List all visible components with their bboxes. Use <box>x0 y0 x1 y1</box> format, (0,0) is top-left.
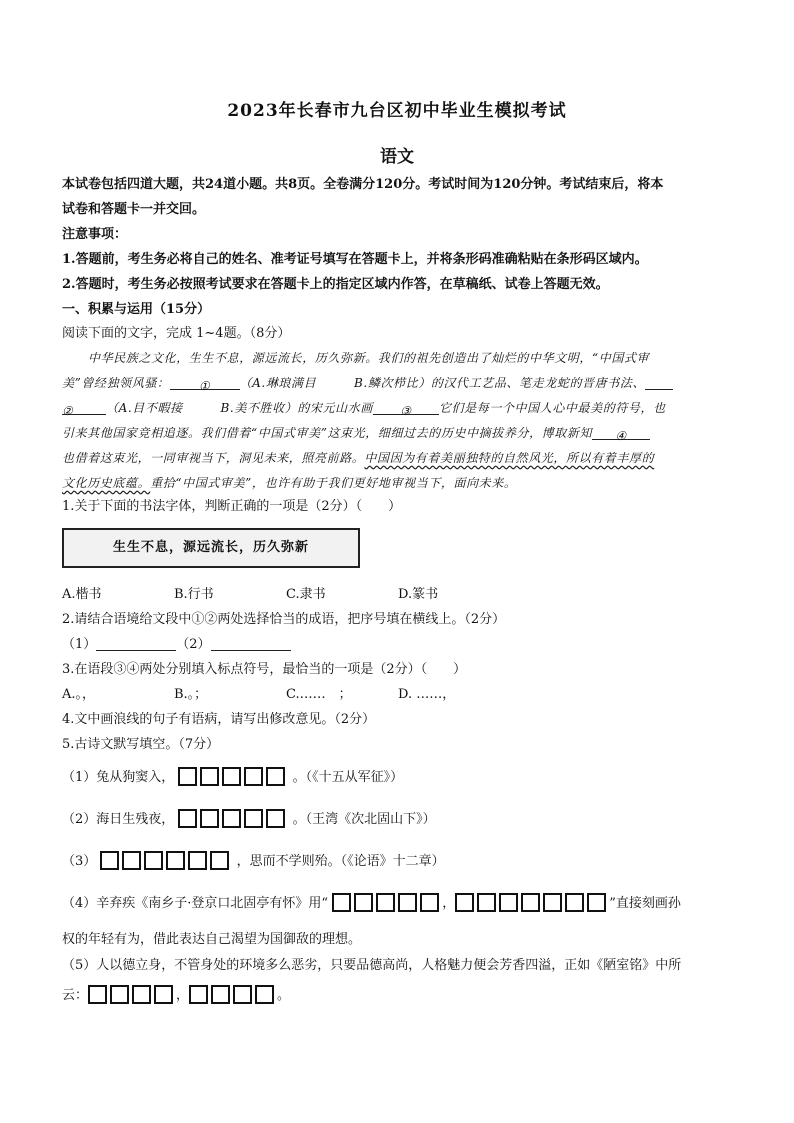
intro-line-2: 试卷和答题卡一并交回。 <box>62 202 206 217</box>
answer-box <box>211 985 230 1004</box>
question-3-stem: 3.在语段③④两处分别填入标点符号，最恰当的一项是（2分）（ ） <box>62 662 467 677</box>
passage-line-4 <box>62 421 742 446</box>
passage-text: 美”曾经独领风骚： <box>62 376 170 390</box>
answer-box <box>222 767 241 786</box>
answer-box <box>144 851 163 870</box>
blank-marker-4: ④ <box>615 429 627 443</box>
notes-label: 注意事项： <box>62 227 128 242</box>
q5-item-4-comma: ， <box>442 896 456 911</box>
question-4-stem: 4.文中画浪线的句子有语病，请写出修改意见。（2分） <box>62 712 376 727</box>
passage-line-2 <box>62 371 742 396</box>
answer-box <box>565 893 584 912</box>
q5-item-5-prefix: 云： <box>62 988 89 1003</box>
blank-label-1: （1） <box>62 637 97 652</box>
answer-box <box>100 851 119 870</box>
answer-box <box>255 985 274 1004</box>
option-b: B.行书 <box>174 587 214 602</box>
question-1-stem: 1.关于下面的书法字体，判断正确的一项是（2分）（ ） <box>62 499 402 514</box>
option-c: C.隶书 <box>286 587 326 602</box>
answer-box <box>178 809 197 828</box>
exam-title: 2023年长春市九台区初中毕业生模拟考试 <box>227 101 567 121</box>
question-2-blanks <box>62 632 742 657</box>
question-3-options <box>62 682 742 707</box>
answer-box <box>376 893 395 912</box>
answer-box <box>233 985 252 1004</box>
q5-item-5-suffix: 。 <box>277 988 291 1003</box>
q5-item-3-prefix: （3） <box>62 854 97 869</box>
answer-box <box>587 893 606 912</box>
answer-box <box>420 893 439 912</box>
answer-box <box>332 893 351 912</box>
option-c: C.…… ； <box>286 687 352 702</box>
blank-2-start <box>645 374 673 390</box>
answer-box <box>200 809 219 828</box>
wavy-sentence-part-2: 文化历史底蕴。 <box>62 476 151 490</box>
passage-line-1: 中华民族之文化，生生不息，源远流长，历久弥新。我们的祖先创造出了灿烂的中华文明，“中国式审 <box>88 351 650 365</box>
blank-2 <box>62 399 106 418</box>
answer-blank-1 <box>96 635 176 651</box>
answer-blank-2 <box>211 635 291 651</box>
q5-item-1-suffix: 。（《十五从军征》） <box>292 770 404 785</box>
answer-box <box>398 893 417 912</box>
answer-box <box>222 809 241 828</box>
answer-box <box>200 767 219 786</box>
question-1-options <box>62 582 742 607</box>
answer-box <box>110 985 129 1004</box>
passage-line-5 <box>62 446 742 471</box>
q5-item-3-suffix: ，思而不学则殆。（《论语》十二章） <box>236 854 445 869</box>
answer-box <box>543 893 562 912</box>
blank-4 <box>592 424 650 443</box>
q5-item-4-suffix: ”直接刻画孙 <box>609 896 681 911</box>
option-d: D.篆书 <box>398 587 439 602</box>
blank-marker-3: ③ <box>400 404 412 418</box>
answer-boxes-5 <box>178 809 288 828</box>
answer-box <box>166 851 185 870</box>
passage-text: （A.琳琅满目 B.鳞次栉比）的汉代工艺品、笔走龙蛇的晋唐书法、 <box>239 376 646 390</box>
answer-box <box>266 809 285 828</box>
answer-boxes-4 <box>189 985 277 1004</box>
passage-text: 它们是每一个中国人心中最美的符号，也 <box>438 401 666 415</box>
question-5-stem: 5.古诗文默写填空。（7分） <box>62 737 220 752</box>
answer-boxes-5 <box>178 767 288 786</box>
q5-item-4-prefix: （4）辛弃疾《南乡子·登京口北固亭有怀》用“ <box>62 896 329 911</box>
answer-boxes-4 <box>88 985 176 1004</box>
passage-text: 引来其他国家竞相追逐。我们借着“中国式审美”这束光，细细过去的历史中摘拔养分，博取新知 <box>62 426 593 440</box>
wavy-sentence-part-1: 中国因为有着美丽独特的自然风光，所以有着丰厚的 <box>364 451 655 465</box>
q5-item-2 <box>62 808 436 828</box>
reading-prompt: 阅读下面的文字，完成 1~4题。（8分） <box>62 326 291 341</box>
blank-3 <box>373 399 439 418</box>
passage-text: （A.目不暇接 B.美不胜收）的宋元山水画 <box>106 401 373 415</box>
passage-line-6 <box>62 471 742 496</box>
note-1: 1.答题前，考生务必将自己的姓名、准考证号填写在答题卡上，并将条形码准确粘贴在条形码区域内。 <box>62 252 648 267</box>
answer-box <box>477 893 496 912</box>
q5-item-4-line-2: 权的年轻有为，借此表达自己渴望为国御敌的理想。 <box>62 932 362 947</box>
q5-item-1-prefix: （1）兔从狗窦入， <box>62 770 175 785</box>
answer-boxes-7 <box>455 893 609 912</box>
q5-item-2-prefix: （2）海日生残夜， <box>62 812 175 827</box>
q5-item-5-line-1: （5）人以德立身，不管身处的环境多么恶劣，只要品德高尚，人格魅力便会芳香四溢，正如《陋室铭》中所 <box>62 958 682 973</box>
q5-item-2-suffix: 。（王湾《次北固山下》） <box>292 812 436 827</box>
option-b: B.。； <box>174 687 208 702</box>
answer-box <box>244 767 263 786</box>
question-2-stem: 2.请结合语境给文段中①②两处选择恰当的成语，把序号填在横线上。（2分） <box>62 612 506 627</box>
answer-boxes-6 <box>100 851 232 870</box>
answer-box <box>499 893 518 912</box>
blank-1 <box>170 374 240 393</box>
note-2: 2.答题时，考生务必按照考试要求在答题卡上的指定区域内作答，在草稿纸、试卷上答题无效。 <box>62 277 609 292</box>
answer-box <box>521 893 540 912</box>
answer-box <box>132 985 151 1004</box>
passage-line-3 <box>62 396 742 421</box>
answer-box <box>122 851 141 870</box>
q5-item-1 <box>62 766 403 786</box>
q5-item-5-comma: ， <box>176 988 190 1003</box>
blank-marker-1: ① <box>198 379 211 393</box>
answer-box <box>244 809 263 828</box>
answer-box <box>455 893 474 912</box>
passage-text: 重拾“中国式审美”，也许有助于我们更好地审视当下，面向未来。 <box>150 476 517 490</box>
exam-intro <box>62 172 742 322</box>
reading-passage <box>62 346 742 496</box>
answer-box <box>154 985 173 1004</box>
answer-box <box>189 985 208 1004</box>
calligraphy-image: 生生不息，源远流长，历久弥新 <box>62 528 360 568</box>
blank-marker-2: ② <box>62 404 74 418</box>
option-a: A.。， <box>62 687 96 702</box>
answer-box <box>178 767 197 786</box>
answer-box <box>210 851 229 870</box>
passage-text: 也借着这束光，一同审视当下，洞见未来，照亮前路。 <box>62 451 365 465</box>
blank-label-2: （2） <box>176 637 211 652</box>
q5-item-3 <box>62 850 445 870</box>
answer-box <box>88 985 107 1004</box>
intro-line-1: 本试卷包括四道大题，共24道小题。共8页。全卷满分120分。考试时间为120分钟。考试结束后，将本 <box>62 177 664 192</box>
option-a: A.楷书 <box>62 587 102 602</box>
q5-item-5-line-2 <box>62 984 290 1004</box>
q5-item-4 <box>62 892 681 912</box>
answer-box <box>188 851 207 870</box>
subject-title: 语文 <box>380 147 414 167</box>
answer-box <box>354 893 373 912</box>
section-heading: 一、积累与运用（15分） <box>62 302 211 317</box>
option-d: D. ……， <box>398 687 456 702</box>
answer-boxes-5 <box>332 893 442 912</box>
answer-box <box>266 767 285 786</box>
